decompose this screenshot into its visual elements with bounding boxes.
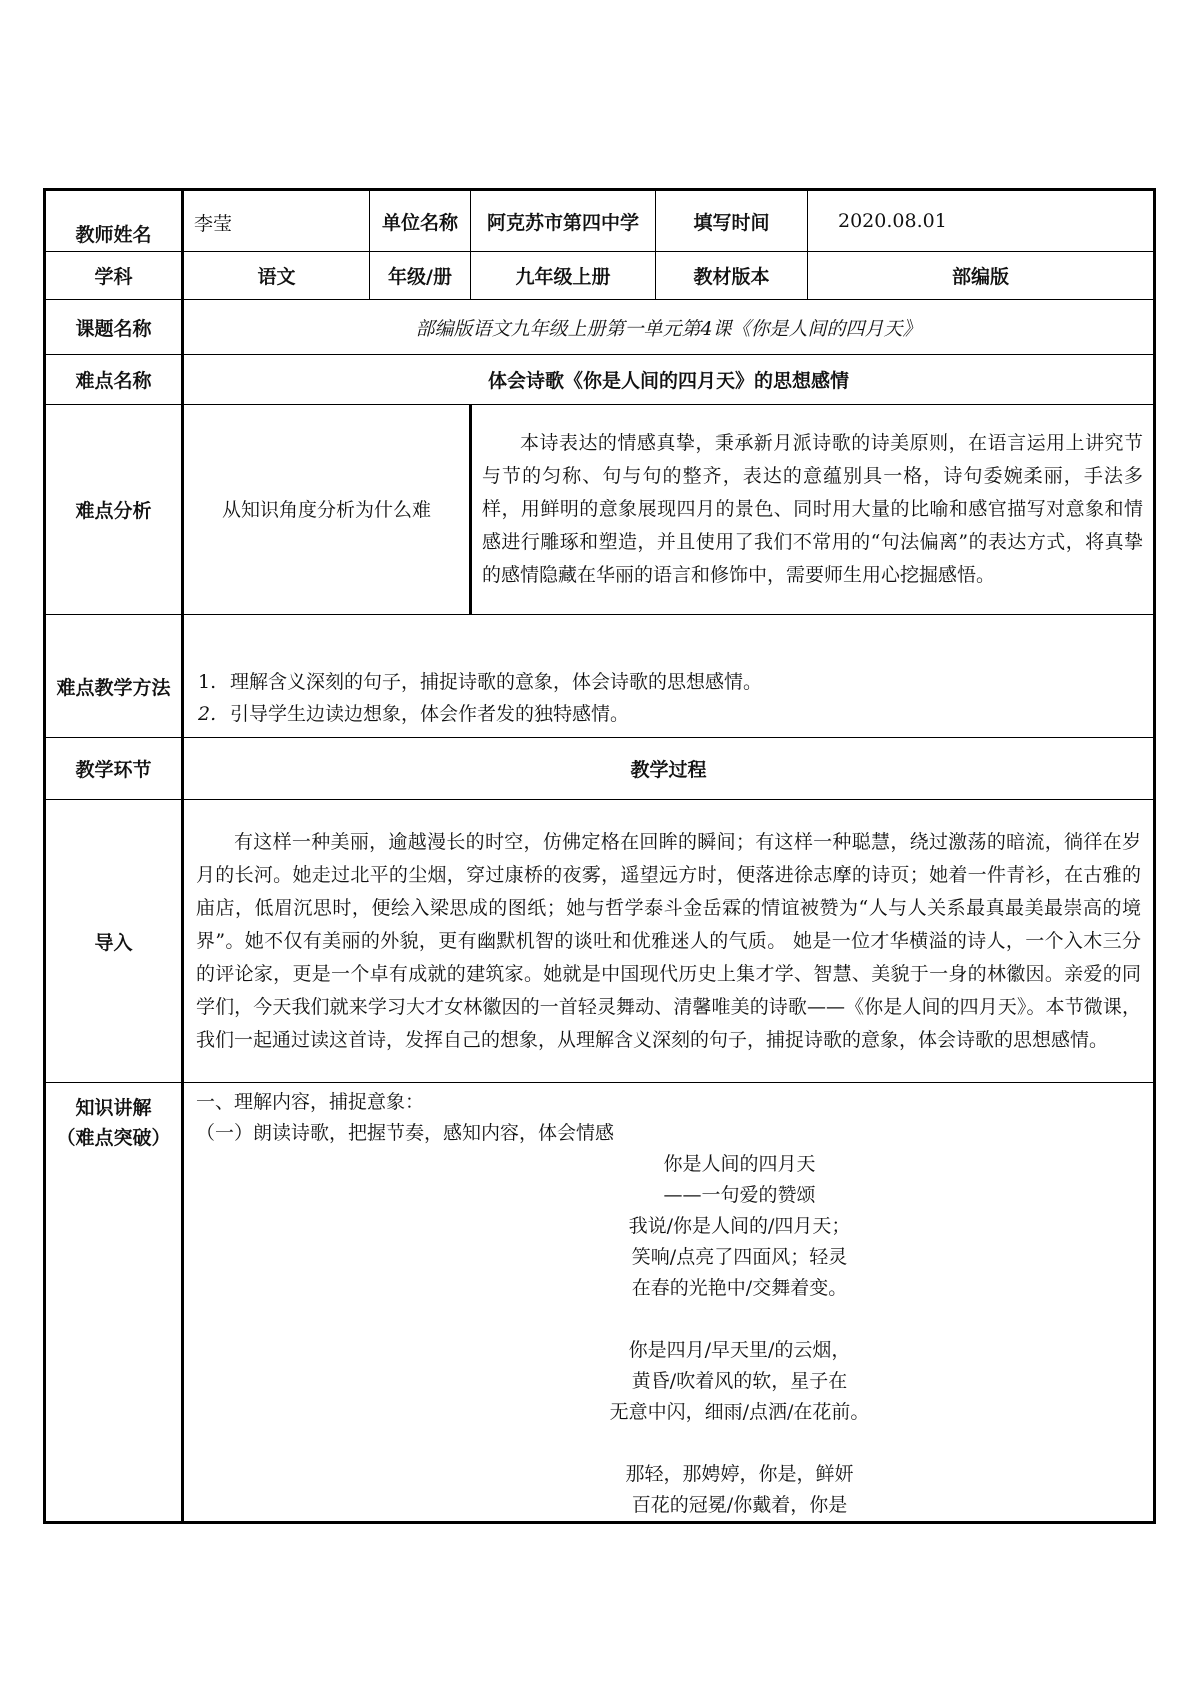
poem-line: 在春的光艳中/交舞着变。 bbox=[631, 1277, 848, 1299]
method-text: 引导学生边读边想象，体会作者发的独特感情。 bbox=[230, 703, 630, 725]
intro-cell bbox=[183, 800, 1155, 1083]
topic-label: 课题名称 bbox=[45, 300, 183, 355]
row-topic bbox=[45, 300, 1155, 355]
method-number: 1. bbox=[198, 671, 217, 693]
grade-value: 九年级上册 bbox=[471, 252, 656, 300]
knowledge-label-line1: 知识讲解 bbox=[75, 1097, 152, 1119]
poem-line: 笑响/点亮了四面风；轻灵 bbox=[631, 1246, 848, 1268]
unit-name-value: 阿克苏市第四中学 bbox=[471, 190, 656, 252]
poem-line: 我说/你是人间的/四月天； bbox=[628, 1215, 851, 1237]
method-number: 2. bbox=[198, 703, 217, 725]
poem-title: 你是人间的四月天 bbox=[663, 1153, 816, 1175]
knowledge-label-line2: （难点突破） bbox=[56, 1127, 171, 1149]
poem-stanza-break bbox=[336, 1304, 1143, 1335]
row-knowledge bbox=[45, 1083, 1155, 1523]
topic-value: 部编版语文九年级上册第一单元第4课《你是人间的四月天》 bbox=[183, 300, 1155, 355]
unit-name-label: 单位名称 bbox=[370, 190, 471, 252]
poem-line: 黄昏/吹着风的软，星子在 bbox=[631, 1370, 848, 1392]
teacher-name-value: 李莹 bbox=[183, 190, 370, 252]
row-methods bbox=[45, 615, 1155, 738]
knowledge-heading-2: （一）朗读诗歌，把握节奏，感知内容，体会情感 bbox=[196, 1122, 615, 1144]
teacher-name-label: 教师姓名 bbox=[45, 190, 183, 252]
row-intro bbox=[45, 800, 1155, 1083]
knowledge-heading-1: 一、理解内容，捕捉意象： bbox=[196, 1091, 425, 1113]
row-difficulty bbox=[45, 355, 1155, 405]
knowledge-content bbox=[183, 1083, 1155, 1523]
row-process-header bbox=[45, 738, 1155, 800]
method-item bbox=[198, 698, 1143, 730]
row-teacher-info bbox=[45, 190, 1155, 252]
fill-time-value: 2020.08.01 bbox=[808, 190, 1155, 252]
methods-label: 难点教学方法 bbox=[45, 615, 183, 738]
poem-line: 你是四月/早天里/的云烟， bbox=[628, 1339, 851, 1361]
poem-subtitle: ——一句爱的赞颂 bbox=[663, 1184, 816, 1206]
lesson-plan-table bbox=[43, 188, 1156, 1524]
difficulty-label: 难点名称 bbox=[45, 355, 183, 405]
difficulty-value: 体会诗歌《你是人间的四月天》的思想感情 bbox=[183, 355, 1155, 405]
poem-line: 百花的冠冕/你戴着，你是 bbox=[631, 1494, 848, 1516]
analysis-sublabel: 从知识角度分析为什么难 bbox=[183, 405, 471, 615]
edition-value: 部编版 bbox=[808, 252, 1155, 300]
analysis-label: 难点分析 bbox=[45, 405, 183, 615]
analysis-cell bbox=[471, 405, 1155, 615]
poem bbox=[196, 1149, 1143, 1521]
edition-label: 教材版本 bbox=[656, 252, 808, 300]
method-text: 理解含义深刻的句子，捕捉诗歌的意象，体会诗歌的思想感情。 bbox=[230, 671, 763, 693]
row-analysis bbox=[45, 405, 1155, 615]
poem-stanza-break bbox=[336, 1428, 1143, 1459]
methods-list bbox=[183, 615, 1155, 738]
subject-value: 语文 bbox=[183, 252, 370, 300]
fill-time-label: 填写时间 bbox=[656, 190, 808, 252]
analysis-text: 本诗表达的情感真挚，秉承新月派诗歌的诗美原则，在语言运用上讲究节与节的匀称、句与句的整齐，表达的意蕴别具一格，诗句委婉柔丽，手法多样，用鲜明的意象展现四月的景色、同时用大量的比喻和感官描写对意象和情感进行雕琢和塑造，并且使用了我们不常用的“句法偏离”的表达方式，将真挚的感情隐藏在华丽的语言和修饰中，需要师生用心挖掘感悟。 bbox=[482, 432, 1143, 586]
row-subject-info bbox=[45, 252, 1155, 300]
poem-line: 那轻，那娉婷，你是，鲜妍 bbox=[625, 1463, 854, 1485]
grade-label: 年级/册 bbox=[370, 252, 471, 300]
process-title: 教学过程 bbox=[183, 738, 1155, 800]
knowledge-label bbox=[45, 1083, 183, 1523]
poem-line: 无意中闪，细雨/点洒/在花前。 bbox=[609, 1401, 870, 1423]
intro-label: 导入 bbox=[45, 800, 183, 1083]
intro-text: 有这样一种美丽，逾越漫长的时空，仿佛定格在回眸的瞬间；有这样一种聪慧，绕过激荡的暗流，徜徉在岁月的长河。她走过北平的尘烟，穿过康桥的夜雾，遥望远方时，便落进徐志摩的诗页；她着一件青衫，在古雅的庙店，低眉沉思时，便绘入梁思成的图纸；她与哲学泰斗金岳霖的情谊被赞为“人与人关系最真最美最崇高的境界”。她不仅有美丽的外貌，更有幽默机智的谈吐和优雅迷人的气质。 她是一位才华横溢的诗人，一个入木三分的评论家，更是一个卓有成就的建筑家。她就是中国现代历史上集才学、智慧、美貌于一身的林徽因。亲爱的同学们，今天我们就来学习大才女林徽因的一首轻灵舞动、清馨唯美的诗歌——《你是人间的四月天》。本节微课，我们一起通过读这首诗，发挥自己的想象，从理解含义深刻的句子，捕捉诗歌的意象，体会诗歌的思想感情。 bbox=[196, 830, 1141, 1051]
process-stage-label: 教学环节 bbox=[45, 738, 183, 800]
subject-label: 学科 bbox=[45, 252, 183, 300]
method-item bbox=[198, 666, 1143, 698]
